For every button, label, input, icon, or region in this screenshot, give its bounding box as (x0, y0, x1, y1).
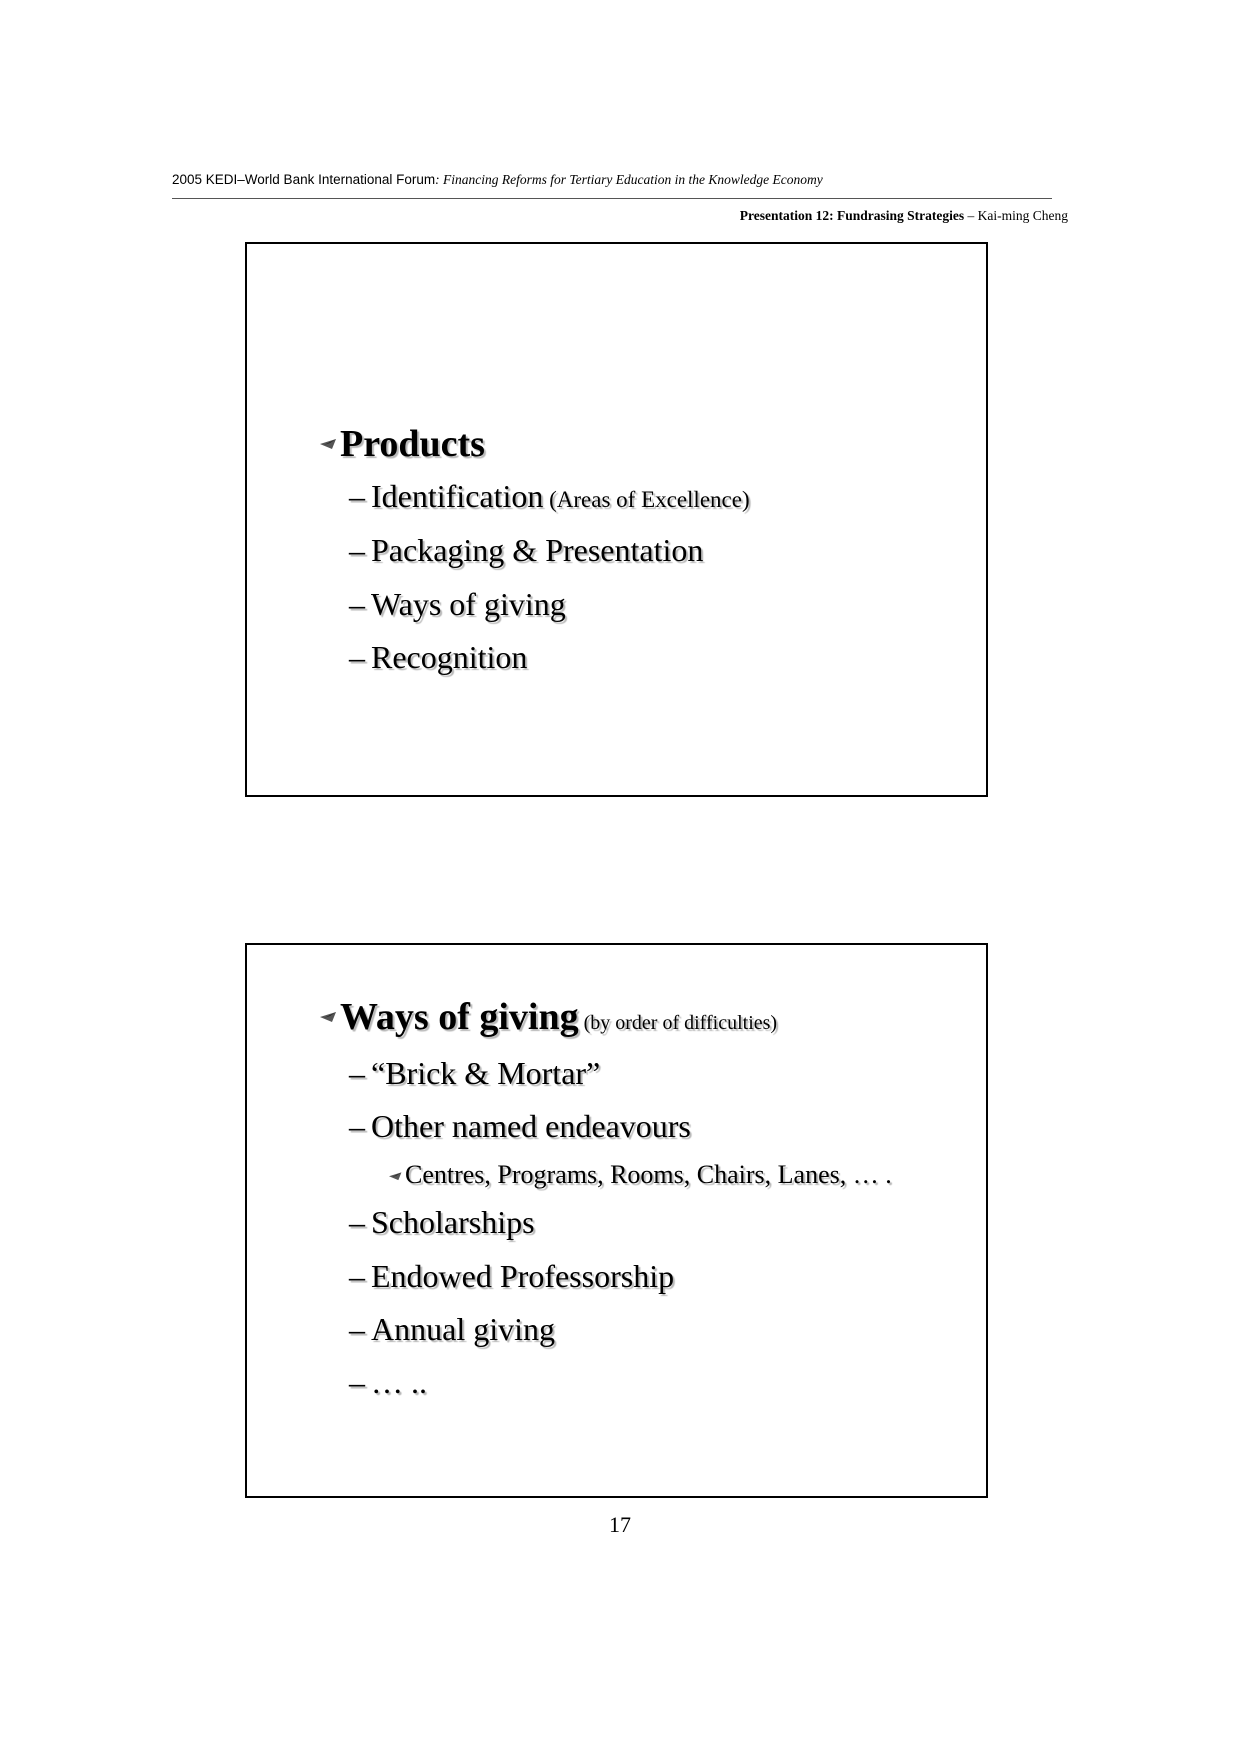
list-item (349, 1204, 535, 1241)
dash-marker: – (349, 1108, 365, 1144)
slide-products (245, 242, 988, 797)
presentation-header (740, 208, 1068, 224)
list-item (349, 639, 527, 676)
slide-ways-of-giving (245, 943, 988, 1498)
item-text: Endowed Professorship (371, 1258, 675, 1294)
slide-heading (320, 422, 485, 466)
item-text: Scholarships (371, 1204, 535, 1240)
header-subtitle: : Financing Reforms for Tertiary Education in the Knowledge Economy (435, 172, 823, 187)
item-text: Recognition (371, 639, 528, 675)
heading-text: Products (340, 423, 485, 465)
sub-list-item (389, 1160, 892, 1190)
presentation-author: – Kai-ming Cheng (964, 208, 1068, 223)
dash-marker: – (349, 532, 365, 568)
dash-marker: – (349, 586, 365, 622)
heading-text: Ways of giving (340, 996, 579, 1038)
list-item (349, 532, 703, 569)
dash-marker: – (349, 1364, 365, 1400)
arrow-bullet-icon (320, 1009, 338, 1023)
arrow-bullet-icon (320, 436, 338, 450)
heading-note: (by order of difficulties) (578, 1012, 778, 1034)
item-text: Centres, Programs, Rooms, Chairs, Lanes, … . (405, 1160, 892, 1189)
dash-marker: – (349, 639, 365, 675)
header-rule (172, 198, 1052, 199)
item-text: Annual giving (371, 1311, 555, 1347)
dash-marker: – (349, 478, 365, 514)
page-number: 17 (609, 1512, 631, 1537)
item-text: Ways of giving (371, 586, 566, 622)
list-item (349, 1258, 674, 1295)
list-item (349, 1108, 691, 1145)
dash-marker: – (349, 1258, 365, 1294)
item-text: Identification (371, 478, 544, 514)
dash-marker: – (349, 1204, 365, 1240)
list-item (349, 1055, 600, 1092)
header-org: 2005 KEDI–World Bank International Forum (172, 172, 436, 187)
dash-marker: – (349, 1055, 365, 1091)
slide-heading (320, 995, 777, 1039)
item-note: (Areas of Excellence) (543, 487, 750, 512)
running-header (172, 172, 1072, 188)
item-text: … .. (371, 1364, 427, 1400)
arrow-bullet-icon (389, 1170, 403, 1181)
list-item (349, 1311, 555, 1348)
list-item (349, 1364, 427, 1401)
list-item (349, 478, 750, 515)
item-text: Packaging & Presentation (371, 532, 704, 568)
dash-marker: – (349, 1311, 365, 1347)
presentation-title: Presentation 12: Fundrasing Strategies (739, 208, 965, 223)
item-text: “Brick & Mortar” (371, 1055, 601, 1091)
list-item (349, 586, 566, 623)
item-text: Other named endeavours (371, 1108, 691, 1144)
